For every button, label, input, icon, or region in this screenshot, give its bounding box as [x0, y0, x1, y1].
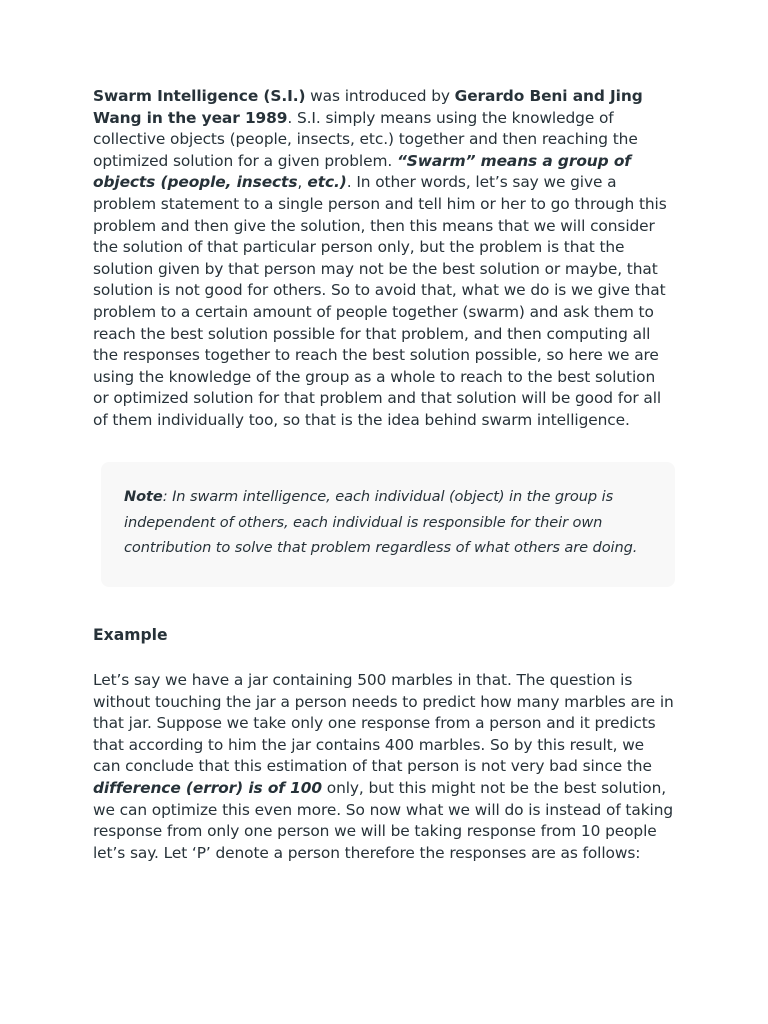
- note-label: Note: [124, 488, 163, 505]
- intro-paragraph-container: [93, 86, 675, 432]
- example-heading: Example: [93, 626, 168, 644]
- intro-text-2: . S.I. simply means using the knowledge of collective objects (people, insects, etc.) together and then reaching the optimized solution for a given problem.: [93, 108, 638, 170]
- intro-text-1: was introduced by: [305, 87, 455, 105]
- example-paragraph: [93, 670, 675, 864]
- authors-and-year: Gerardo Beni and Jing Wang in the year 1989: [93, 87, 643, 127]
- swarm-definition-a: “Swarm” means a group of objects (people, insects: [93, 151, 631, 192]
- note-text: [124, 484, 659, 561]
- swarm-intelligence-term: Swarm Intelligence (S.I.): [93, 87, 306, 105]
- swarm-definition-comma: ,: [297, 173, 303, 192]
- difference-emphasis: difference (error) is of 100: [93, 778, 322, 797]
- note-body: : In swarm intelligence, each individual (object) in the group is independent of others, each individual is responsible for their own contribution to solve that problem regardless of what others are doing.: [124, 488, 638, 557]
- example-text-2: only, but this might not be the best solution, we can optimize this even more. So now what we will do is instead of taking response from only one person we will be taking response from 10 people let’s say. Let ‘P’ denote a person therefore the responses are as follows:: [93, 778, 674, 862]
- intro-text-3: . In other words, let’s say we give a problem statement to a single person and tell him or her to go through this problem and then give the solution, then this means that we will consider the solution of that particular person only, but the problem is that the solution given by that person may not be the best solution or maybe, that solution is not good for others. So to avoid that, what we do is we give that problem to a certain amount of people together (swarm) and ask them to reach the best solution possible for that problem, and then computing all the responses together to reach the best solution possible, so here we are using the knowledge of the group as a whole to reach to the best solution or optimized solution for that problem and that solution will be good for all of them individually too, so that is the idea behind swarm intelligence.: [93, 173, 667, 429]
- example-text-1: Let’s say we have a jar containing 500 marbles in that. The question is without touching the jar a person needs to predict how many marbles are in that jar. Suppose we take only one response from a person and it predicts that according to him the jar contains 400 marbles. So by this result, we can conclude that this estimation of that person is not very bad since the: [93, 671, 674, 776]
- swarm-definition-b: etc.): [302, 173, 347, 192]
- intro-paragraph: [93, 86, 675, 432]
- example-paragraph-container: [93, 670, 675, 864]
- note-callout: [101, 462, 675, 587]
